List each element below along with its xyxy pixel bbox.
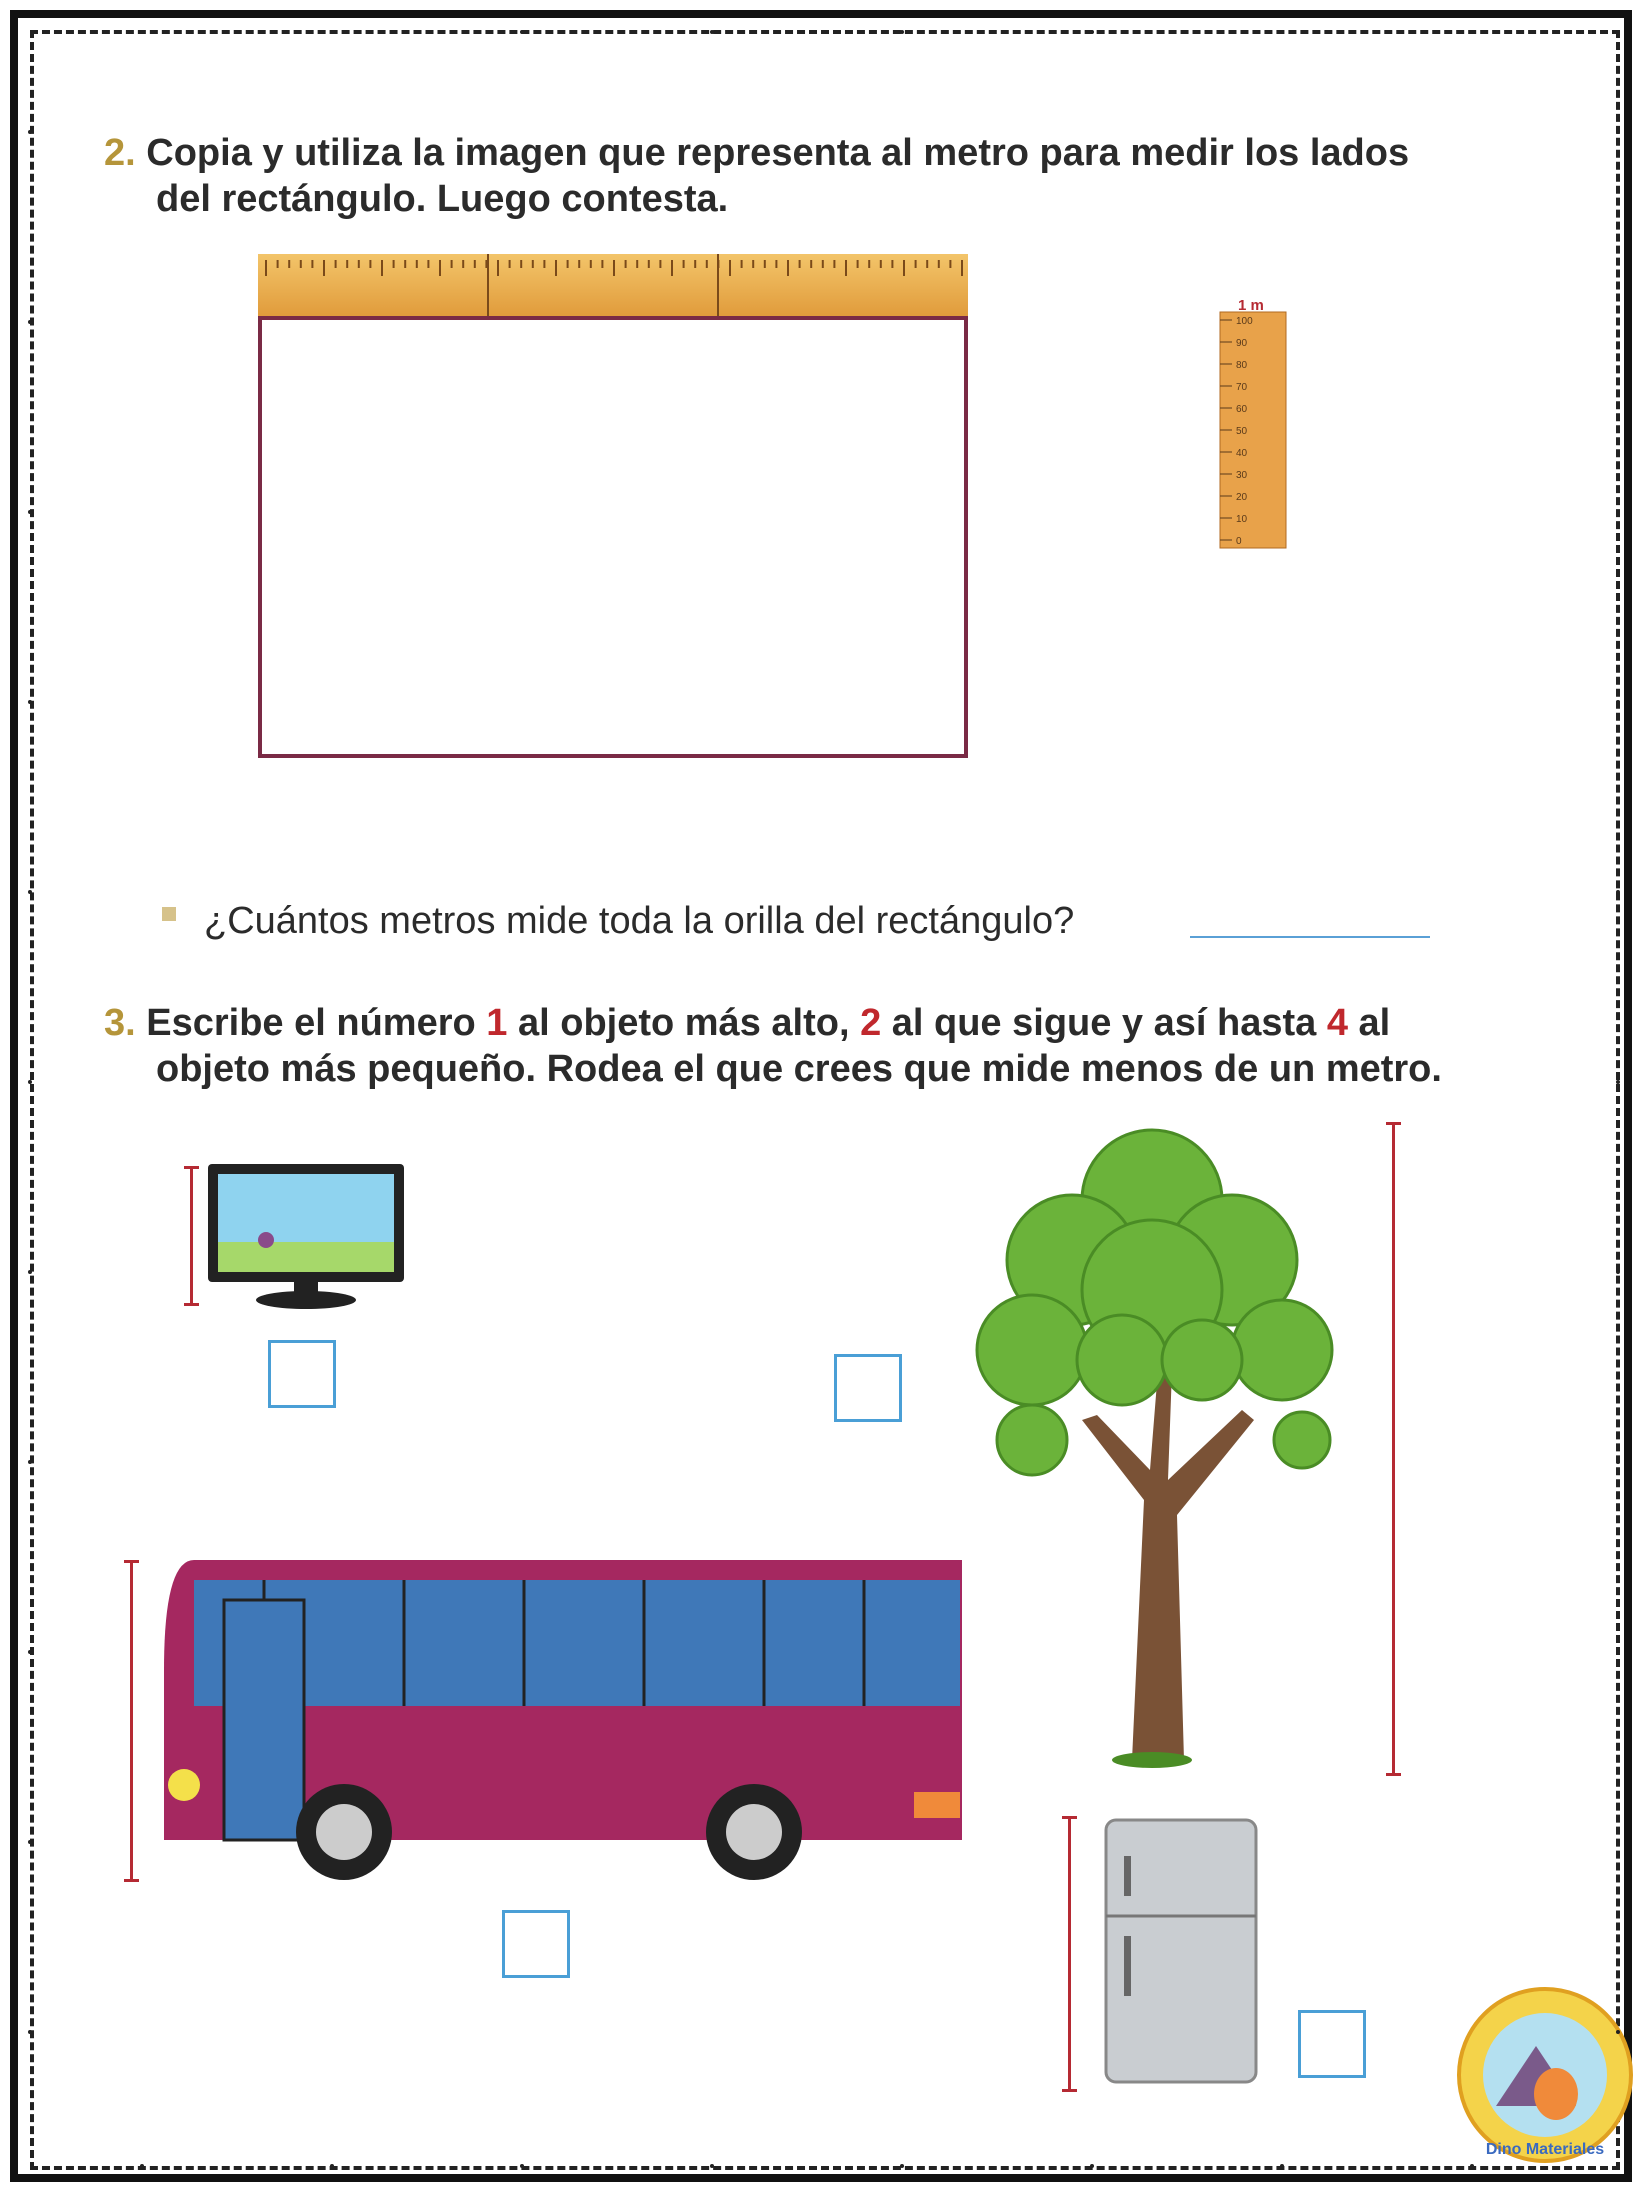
border-dot — [1090, 30, 1094, 34]
q3-number-1: 1 — [486, 1002, 508, 1044]
border-dot — [1280, 30, 1284, 34]
border-dot — [1616, 2030, 1620, 2034]
border-dot — [140, 2164, 144, 2168]
q3-text-part: al objeto más alto, — [507, 1002, 861, 1044]
meter-tick-label: 30 — [1236, 470, 1248, 481]
border-dot — [1616, 510, 1620, 514]
border-dot — [28, 1650, 32, 1654]
question-3-number: 3. — [104, 1002, 136, 1044]
border-dot — [28, 320, 32, 324]
ruler-strip — [258, 254, 968, 318]
question-2-line2: del rectángulo. Luego contesta. — [156, 178, 729, 220]
answer-box-fridge[interactable] — [1298, 2010, 1366, 2078]
border-dot — [28, 130, 32, 134]
border-dot — [28, 700, 32, 704]
border-dot — [330, 30, 334, 34]
question-2-number: 2. — [104, 132, 136, 174]
border-dot — [1090, 2164, 1094, 2168]
border-dot — [1616, 890, 1620, 894]
border-dot — [1616, 1080, 1620, 1084]
border-dot — [710, 2164, 714, 2168]
meter-tick-label: 20 — [1236, 492, 1248, 503]
meter-tick-label: 60 — [1236, 404, 1248, 415]
border-dot — [900, 30, 904, 34]
dino-materiales-logo — [1456, 1986, 1634, 2164]
q3-number-2: 2 — [860, 1002, 882, 1044]
border-dot — [1616, 1840, 1620, 1844]
answer-box-tree[interactable] — [834, 1354, 902, 1422]
border-dot — [140, 30, 144, 34]
meter-tick-label: 10 — [1236, 514, 1248, 525]
tree-image — [922, 1120, 1382, 1770]
meter-tick-label: 80 — [1236, 360, 1248, 371]
logo-text: Dino Materiales — [1485, 2141, 1605, 2158]
border-dot — [28, 890, 32, 894]
border-dot — [1470, 2164, 1474, 2168]
border-dot — [28, 510, 32, 514]
answer-box-tv[interactable] — [268, 1340, 336, 1408]
border-dot — [1616, 130, 1620, 134]
question-2-text — [104, 130, 1584, 222]
meter-tick-label: 100 — [1236, 316, 1253, 327]
bus-image — [164, 1560, 964, 1890]
q3-text-part: Escribe el número — [146, 1002, 487, 1044]
q3-number-4: 4 — [1326, 1002, 1348, 1044]
question-2-prompt: ¿Cuántos metros mide toda la orilla del rectángulo? — [204, 900, 1075, 942]
border-dot — [900, 2164, 904, 2168]
bus-height-bar — [130, 1560, 133, 1882]
tv-height-bar — [190, 1166, 193, 1306]
meter-tick-label: 70 — [1236, 382, 1248, 393]
border-dot — [28, 1270, 32, 1274]
meter-label: 1 m — [1238, 298, 1264, 314]
meter-ruler — [1216, 298, 1296, 550]
bullet-icon — [162, 907, 176, 921]
border-dot — [330, 2164, 334, 2168]
border-dot — [1616, 320, 1620, 324]
q3-text-part: al — [1347, 1002, 1391, 1044]
border-dot — [710, 30, 714, 34]
border-dot — [28, 1460, 32, 1464]
question-3-line2: objeto más pequeño. Rodea el que crees que mide menos de un metro. — [156, 1048, 1442, 1090]
television-image — [206, 1162, 406, 1312]
meter-tick-label: 50 — [1236, 426, 1248, 437]
meter-tick-label: 0 — [1236, 536, 1242, 547]
meter-tick-label: 40 — [1236, 448, 1248, 459]
border-dot — [1470, 30, 1474, 34]
border-dot — [520, 2164, 524, 2168]
border-dot — [1616, 1460, 1620, 1464]
question-2-line1: Copia y utiliza la imagen que representa al metro para medir los lados — [146, 132, 1410, 174]
tree-height-bar — [1392, 1122, 1395, 1776]
border-dot — [28, 1840, 32, 1844]
answer-box-bus[interactable] — [502, 1910, 570, 1978]
q3-text-part: al que sigue y así hasta — [881, 1002, 1327, 1044]
border-dot — [28, 1080, 32, 1084]
border-dot — [1616, 700, 1620, 704]
border-dot — [520, 30, 524, 34]
border-dot — [1280, 2164, 1284, 2168]
fridge-height-bar — [1068, 1816, 1071, 2092]
answer-line[interactable] — [1190, 936, 1430, 938]
question-3-text — [104, 1000, 1624, 1092]
meter-tick-label: 90 — [1236, 338, 1248, 349]
border-dot — [1616, 1650, 1620, 1654]
border-dot — [28, 2030, 32, 2034]
border-dot — [1616, 1270, 1620, 1274]
rectangle-shape — [258, 316, 968, 758]
refrigerator-image — [1102, 1816, 1262, 2086]
